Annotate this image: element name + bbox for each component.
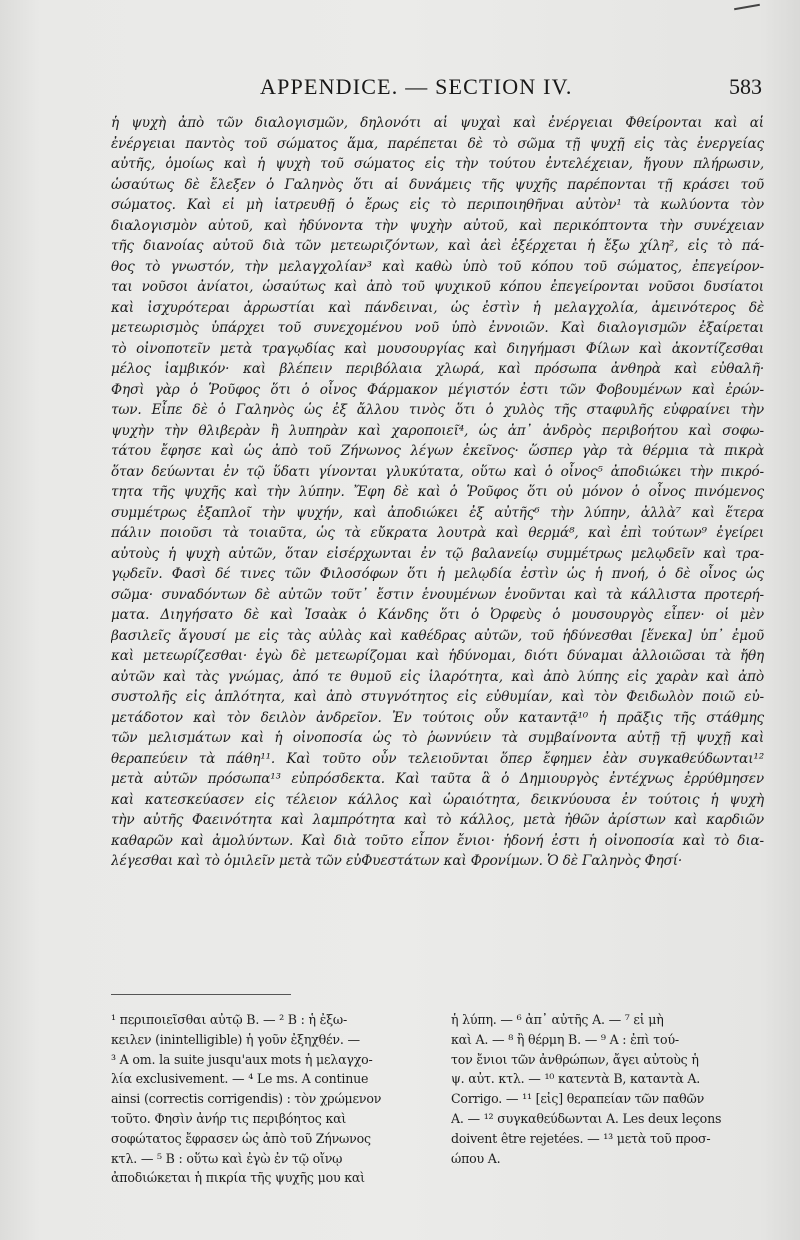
- text-line: αὐτῶν καὶ τὰς γνώμας, ἀπό τε θυμοῦ εἰς ἱλαρότητα, καὶ ἀπὸ λύπης εἰς χαρὰν καὶ ἀπὸ: [111, 668, 764, 685]
- footnote-line: ¹ περιποιεῖσθαι αὐτῷ B. — ² B : ἡ ἐξω-: [111, 1012, 348, 1027]
- footnote-line: σοφώτατος ἔφρασεν ὡς ἀπὸ τοῦ Ζήνωνος: [111, 1130, 371, 1146]
- page-number: 583: [729, 74, 762, 99]
- text-line: τῆς διανοίας αὐτοῦ διὰ τῶν μετεωριζόντων, καὶ ἀεὶ ἐξέρχεται ἡ ἔξω χίλη², εἰς τὸ πά-: [111, 238, 764, 254]
- text-line: θεραπεύειν τὰ πάθη¹¹. Καὶ τοῦτο οὖν τελειοῦνται ὅπερ ἔφημεν ἐὰν συγκαθεύδωνται¹²: [111, 750, 764, 767]
- footnote-line: λία exclusivement. — ⁴ Le ms. A continue: [111, 1071, 369, 1087]
- text-line: συμμέτρως ἐξαπλοῖ τὴν ψυχήν, καὶ ἀποδιώκει ἐξ αὐτῆς⁶ τὴν λύπην, ἀλλὰ⁷ καὶ ἕτερα: [111, 504, 764, 521]
- text-line: σώματος. Καὶ εἰ μὴ ἰατρευθῇ ὁ ἔρως εἰς τὸ περιποιηθῆναι αὐτὸν¹ τὰ κωλύοντα τὸν: [111, 197, 764, 213]
- text-line: ἡ ψυχὴ ἀπὸ τῶν διαλογισμῶν, δηλονότι αἱ ψυχαὶ καὶ ἐνέργειαι Φθείρονται καὶ αἱ: [111, 115, 764, 131]
- text-line: τὸ οἰνοποτεῖν μετὰ τραγῳδίας καὶ μουσουργίας καὶ διηγήμασι Φίλων καὶ ἀκοντίζεσθαι: [111, 340, 764, 357]
- footnote-line: ψ. αὐτ. κτλ. — ¹⁰ κατεντὰ B, καταντὰ A.: [451, 1071, 701, 1087]
- text-line: αὐτῆς, ὁμοίως καὶ ἡ ψυχὴ τοῦ σώματος εἰς τὴν τούτου ἐντελέχειαν, ἤγουν πλήρωσιν,: [111, 156, 764, 172]
- footnote-line: A. — ¹² συγκαθεύδωνται A. Les deux leçons: [451, 1110, 722, 1126]
- page-header: [110, 74, 762, 108]
- text-line: καὶ κατεσκεύασεν εἰς τέλειον κάλλος καὶ ὡραιότητα, δεικνύουσα ἐν τούτοις ἡ ψυχὴ: [111, 791, 764, 808]
- footnote-line: κτλ. — ⁵ B : οὕτω καὶ ἐγὼ ἐν τῷ οἴνῳ: [111, 1150, 343, 1166]
- text-line: τὴν αὐτῆς Φαεινότητα καὶ λαμπρότητα καὶ τὸ κάλλος, μετὰ ἠθῶν ἀρίστων καὶ καρδιῶν: [111, 812, 764, 828]
- text-line: μέλος ἰαμβικόν· καὶ βλέπειν περιβόλαια χλωρά, καὶ πρόσωπα ἀνθηρὰ καὶ εὐθαλῆ·: [111, 361, 764, 377]
- footnote-line: καὶ A. — ⁸ ἢ θέρμη B. — ⁹ A : ἐπὶ τού-: [451, 1031, 679, 1047]
- text-line: καθαρῶν καὶ ἀμολύντων. Καὶ διὰ τοῦτο εἶπον ἔνιοι· ἡδονή ἐστι ἡ οἰνοποσία καὶ τὸ δια-: [111, 832, 764, 849]
- footnote-rule: [111, 994, 291, 995]
- text-line: μετὰ αὐτῶν πρόσωπα¹³ εὐπρόσδεκτα. Καὶ ταῦτα ἃ ὁ Δημιουργὸς ἐντέχνως ἐρρύθμησεν: [111, 771, 764, 787]
- text-line: τητα τῆς ψυχῆς καὶ τὴν λύπην. Ἔφη δὲ καὶ ὁ Ῥοῦφος ὅτι οὐ μόνον ὁ οἶνος πινόμενος: [111, 484, 764, 500]
- footnote-line: ἡ λύπη. — ⁶ ἀπ᾿ αὐτῆς A. — ⁷ εἰ μὴ: [451, 1012, 664, 1027]
- text-line: ται νοῦσοι ἀνίατοι, ὡσαύτως καὶ ἀπὸ τοῦ ψυχικοῦ κόπου ἐπεγείρονται νοῦσοι δυσίατοι: [111, 279, 764, 295]
- text-line: καὶ ἰσχυρότεραι ἀρρωστίαι καὶ πάνδειναι, ὡς ἐστὶν ἡ μελαγχολία, ἀμεινότερος δὲ: [111, 299, 764, 316]
- text-line: σῶμα· συναδόντων δὲ αὐτῶν τοῦτ᾿ ἔστιν ἑνουμένων ἑνοῦνται καὶ τὰ κάλλιστα προτερή-: [111, 586, 764, 603]
- text-line: ὅταν δεύωνται ἐν τῷ ὕδατι γίνονται γλυκύτατα, οὕτω καὶ ὁ οἶνος⁵ ἀποδιώκει τὴν πικρό-: [111, 463, 764, 480]
- text-line: ὡσαύτως δὲ ἔλεξεν ὁ Γαληνὸς ὅτι αἱ δυνάμεις τῆς ψυχῆς παρέπονται τῇ κράσει τοῦ: [111, 176, 764, 193]
- footnote-line: doivent être rejetées. — ¹³ μετὰ τοῦ προσ-: [451, 1130, 711, 1146]
- footnote-line: Corrigo. — ¹¹ [εἰς] θεραπείαν τῶν παθῶν: [451, 1091, 705, 1107]
- text-line: ψυχὴν τὴν θλιβερὰν ἢ λυπηρὰν καὶ χαροποιεῖ⁴, ὡς ἀπ᾿ ἀνδρὸς περιβοήτου καὶ σοφω-: [111, 422, 764, 439]
- text-line: αὐτοὺς ἡ ψυχὴ αὐτῶν, ὅταν εἰσέρχωνται ἐν τῷ βαλανείῳ συμμέτρως μελῳδεῖν καὶ τρα-: [111, 545, 764, 562]
- text-line: πάλιν ποιοῦσι τὰ τοιαῦτα, ὡς τὰ εὔκρατα λουτρὰ καὶ θερμά⁸, καὶ ἐπὶ τούτων⁹ ἐγείρει: [111, 525, 764, 541]
- footnote-line: ³ A om. la suite jusqu'aux mots ἡ μελαγχο-: [111, 1051, 373, 1067]
- scan-mark: [734, 4, 760, 10]
- footnote-line: ἀποδιώκεται ἡ πικρία τῆς ψυχῆς μου καὶ: [111, 1170, 365, 1186]
- text-line: μετάδοτον καὶ τὸν δειλὸν ἀνδρεῖον. Ἐν τούτοις οὖν καταντᾷ¹⁰ ἡ πρᾶξις τῆς στάθμης: [111, 709, 764, 726]
- text-line: μετεωρισμὸς ὑπάρχει τοῦ συνεχομένου νοῦ ὑπὸ ἐννοιῶν. Καὶ διαλογισμῶν ἐξαίρεται: [111, 320, 764, 336]
- text-line: Φησὶ γὰρ ὁ Ῥοῦφος ὅτι ὁ οἶνος Φάρμακον μέγιστόν ἐστι τῶν Φοβουμένων καὶ ἐρών-: [111, 381, 764, 398]
- text-line: διαλογισμὸν αὐτοῦ, καὶ ἠδύνοντα τὴν ψυχὴν αὐτοῦ, καὶ περικόπτοντα τὴν συνέχειαν: [111, 217, 764, 234]
- text-line: ἐνέργειαι παντὸς τοῦ σώματος ἅμα, παρέπεται δὲ τὸ σῶμα τῇ ψυχῇ εἰς τὰς ἐνεργείας: [111, 135, 764, 152]
- text-line: των. Εἶπε δὲ ὁ Γαληνὸς ὡς ἐξ ἄλλου τινὸς ὅτι ὁ χυλὸς τῆς σταφυλῆς εὐφραίνει τὴν: [111, 402, 764, 418]
- text-line: λέγεσθαι καὶ τὸ ὁμιλεῖν μετὰ τῶν εὐΦυεστάτων καὶ Φρονίμων. Ὁ δὲ Γαληνὸς Φησί·: [111, 853, 683, 869]
- text-line: συστολῆς εἰς ἁπλότητα, καὶ ἀπὸ στυγνότητος εἰς εὐθυμίαν, καὶ τὸν Φειδωλὸν ποιῶ εὐ-: [111, 689, 764, 705]
- footnotes-right-column: [451, 1010, 764, 1168]
- footnotes-left-column: [111, 1010, 429, 1188]
- running-title: APPENDICE. — SECTION IV.: [260, 74, 573, 99]
- main-text: [111, 113, 764, 872]
- text-line: θος τὸ γνωστόν, τὴν μελαγχολίαν³ καὶ καθὼ ὑπὸ τοῦ κόπου τοῦ σώματος, ἐπεγείρον-: [111, 258, 764, 275]
- text-line: τῶν μελισμάτων καὶ ἡ οἰνοποσία ὡς τὸ ῥωννύειν τὰ συμβαίνοντα αὐτῇ τῇ ψυχῇ καὶ: [111, 730, 764, 746]
- text-line: γῳδεῖν. Φασὶ δέ τινες τῶν Φιλοσόφων ὅτι ἡ μελῳδία ἐστὶν ὡς ἡ πνοή, ὁ δὲ οἶνος ὡς: [111, 566, 764, 582]
- footnote-line: τον ἔνιοι τῶν ἀνθρώπων, ἄγει αὐτοὺς ἡ: [451, 1051, 699, 1067]
- text-line: καὶ μετεωρίζεσθαι· ἐγὼ δὲ μετεωρίζομαι καὶ ἡδύνομαι, διότι δύναμαι ἀλλοιῶσαι τὰ ἤθη: [111, 648, 764, 664]
- footnote-line: τοῦτο. Φησὶν ἀνήρ τις περιβόητος καὶ: [111, 1110, 347, 1126]
- text-line: βασιλεῖς ἄγουσί με εἰς τὰς αὐλὰς καὶ καθέδρας αὐτῶν, τοῦ ἡδύνεσθαι [ἕνεκα] ὑπ᾿ ἐμοῦ: [111, 627, 764, 644]
- text-line: ματα. Διηγήσατο δὲ καὶ Ἰσαὰκ ὁ Κάνδης ὅτι ὁ Ὀρφεὺς ὁ μουσουργὸς εἶπεν· οἱ μὲν: [111, 607, 764, 623]
- text-line: τάτου ἔφησε καὶ ὡς ἀπὸ τοῦ Ζήνωνος λέγων ἐκεῖνος· ὥσπερ γὰρ τὰ θέρμια τὰ πικρὰ: [111, 443, 764, 459]
- footnote-line: κειλεν (inintelligible) ἡ γοῦν ἐξηχθέν. —: [111, 1031, 360, 1047]
- footnote-line: ainsi (correctis corrigendis) : τὸν χρώμενον: [111, 1091, 382, 1107]
- footnote-line: ώπου A.: [451, 1150, 501, 1166]
